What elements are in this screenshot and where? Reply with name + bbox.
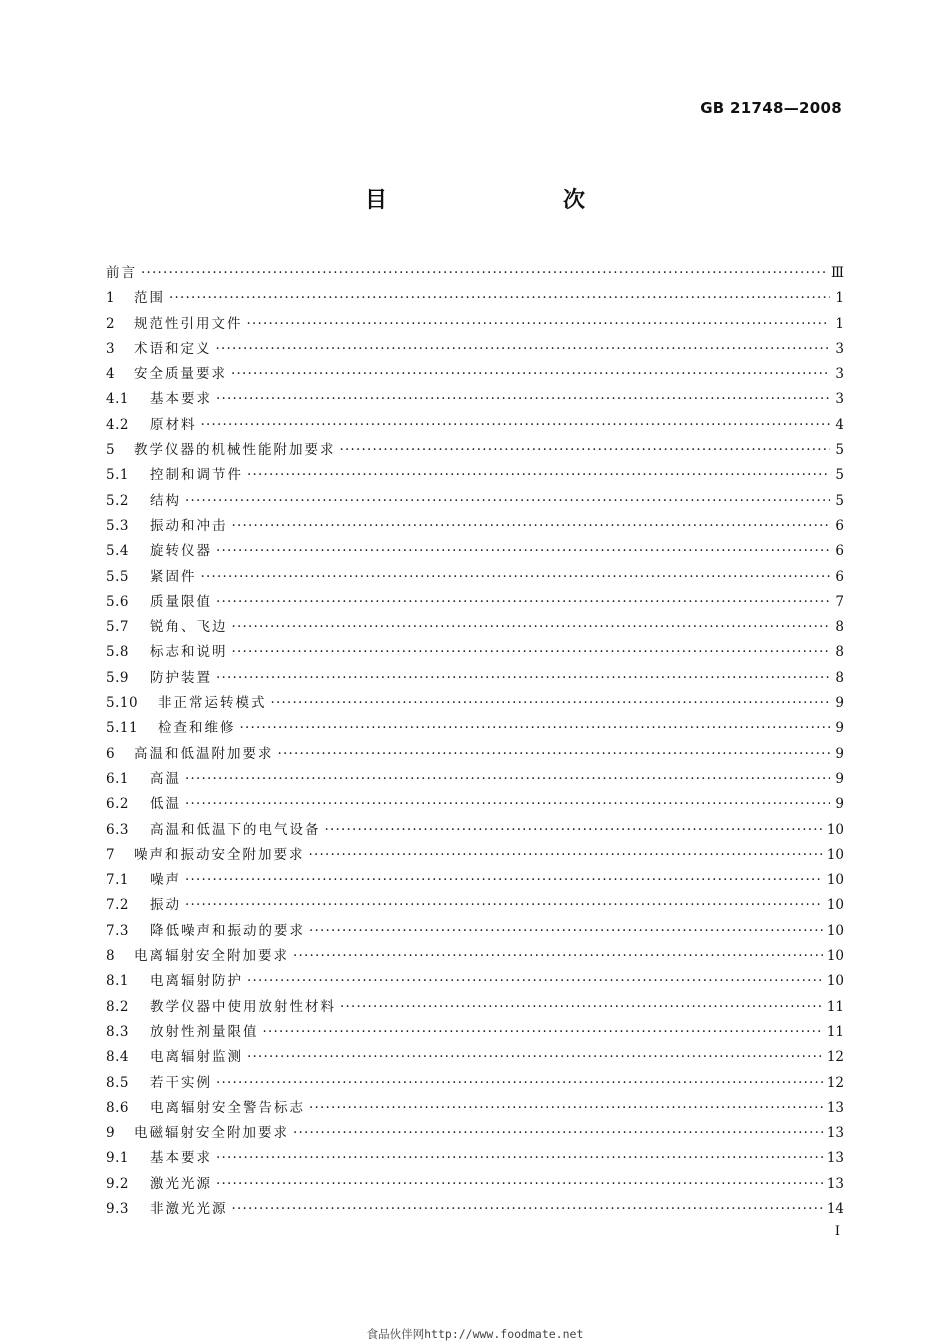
toc-entry[interactable] (106, 868, 844, 893)
toc-dot-leader (185, 767, 830, 792)
toc-entry-label: 术语和定义 (134, 340, 212, 357)
toc-entry-label: 电离辐射安全警告标志 (150, 1099, 305, 1116)
toc-entry-label: 电离辐射安全附加要求 (134, 948, 289, 965)
toc-dot-leader (247, 463, 830, 488)
toc-entry[interactable] (106, 716, 844, 741)
toc-dot-leader (232, 615, 831, 640)
toc-dot-leader (216, 1071, 823, 1096)
toc-entry-label: 振动和冲击 (150, 517, 228, 534)
toc-entry[interactable] (106, 1045, 844, 1070)
toc-entry-number: 8.4 (106, 1049, 129, 1066)
toc-entry-page: 3 (835, 391, 844, 408)
toc-entry-number: 2 (106, 315, 116, 332)
toc-entry-number: 6 (106, 745, 116, 762)
toc-entry[interactable] (106, 463, 844, 488)
toc-entry[interactable] (106, 843, 844, 868)
toc-entry[interactable] (106, 387, 844, 412)
toc-entry-label: 非激光光源 (150, 1200, 228, 1217)
toc-entry-number: 4.1 (106, 391, 129, 408)
toc-entry-label: 基本要求 (150, 391, 212, 408)
toc-entry-page: Ⅲ (830, 265, 844, 281)
toc-entry-page: 4 (835, 416, 844, 433)
toc-entry-page: 10 (826, 846, 844, 863)
toc-entry-label: 高温和低温附加要求 (134, 745, 274, 762)
toc-entry-page: 10 (826, 922, 844, 939)
toc-dot-leader (216, 539, 830, 564)
toc-entry-label: 教学仪器的机械性能附加要求 (134, 442, 336, 459)
toc-dot-leader (201, 413, 831, 438)
toc-entry-label: 噪声 (150, 872, 181, 889)
toc-entry[interactable] (106, 1121, 844, 1146)
toc-entry-label: 振动 (150, 897, 181, 914)
toc-entry-page: 13 (826, 1125, 844, 1142)
toc-entry[interactable] (106, 1071, 844, 1096)
toc-dot-leader (240, 716, 831, 741)
toc-entry-page: 5 (835, 492, 844, 509)
toc-dot-leader (216, 590, 830, 615)
toc-entry-number: 9 (106, 1125, 116, 1142)
toc-entry-label: 电磁辐射安全附加要求 (134, 1125, 289, 1142)
toc-dot-leader (278, 742, 831, 767)
toc-entry-number: 5.11 (106, 720, 139, 737)
toc-entry-number: 7.1 (106, 872, 129, 889)
toc-entry[interactable] (106, 590, 844, 615)
toc-entry[interactable] (106, 615, 844, 640)
toc-entry-page: 10 (826, 872, 844, 889)
toc-entry-number: 9.2 (106, 1175, 129, 1192)
toc-entry-page: 9 (835, 695, 844, 712)
toc-entry-label: 高温 (150, 770, 181, 787)
toc-entry-page: 10 (826, 897, 844, 914)
toc-entry-number: 8 (106, 948, 116, 965)
toc-entry-label: 检查和维修 (158, 720, 236, 737)
toc-entry-number: 3 (106, 340, 116, 357)
toc-entry-page: 6 (835, 568, 844, 585)
toc-entry[interactable] (106, 944, 844, 969)
toc-entry[interactable] (106, 969, 844, 994)
toc-dot-leader (232, 1197, 823, 1222)
toc-dot-leader (185, 489, 830, 514)
toc-entry-page: 11 (826, 1023, 844, 1040)
toc-dot-leader (185, 868, 823, 893)
toc-entry-page: 1 (835, 290, 844, 307)
toc-dot-leader (169, 286, 830, 311)
page-number: I (834, 1224, 840, 1239)
table-of-contents (106, 261, 844, 1222)
toc-dot-leader (216, 1146, 823, 1171)
toc-dot-leader (216, 666, 830, 691)
toc-entry-number: 4 (106, 366, 116, 383)
toc-entry-number: 5.3 (106, 517, 129, 534)
toc-entry-page: 8 (835, 669, 844, 686)
toc-entry[interactable] (106, 312, 844, 337)
toc-entry[interactable] (106, 438, 844, 463)
toc-dot-leader (216, 337, 831, 362)
toc-entry-number: 5.9 (106, 669, 129, 686)
toc-entry[interactable] (106, 1172, 844, 1197)
toc-dot-leader (309, 919, 823, 944)
toc-entry[interactable] (106, 1146, 844, 1171)
toc-dot-leader (263, 1020, 823, 1045)
standard-code: GB 21748—2008 (700, 99, 842, 117)
toc-dot-leader (340, 995, 823, 1020)
toc-entry[interactable] (106, 919, 844, 944)
toc-entry-page: 10 (826, 973, 844, 990)
toc-entry-label: 控制和调节件 (150, 467, 243, 484)
toc-entry-number: 8.3 (106, 1023, 129, 1040)
toc-entry[interactable] (106, 489, 844, 514)
toc-entry-label: 紧固件 (150, 568, 197, 585)
toc-entry-page: 9 (835, 796, 844, 813)
toc-entry-number: 7 (106, 846, 116, 863)
toc-entry-number: 5.2 (106, 492, 129, 509)
toc-dot-leader (247, 969, 823, 994)
toc-entry-number: 6.2 (106, 796, 129, 813)
toc-dot-leader (141, 261, 827, 286)
toc-entry-page: 7 (835, 593, 844, 610)
toc-entry[interactable] (106, 261, 844, 286)
toc-entry-label: 旋转仪器 (150, 543, 212, 560)
toc-entry-label: 降低噪声和振动的要求 (150, 922, 305, 939)
toc-entry[interactable] (106, 565, 844, 590)
toc-dot-leader (309, 843, 823, 868)
toc-entry-page: 8 (835, 644, 844, 661)
toc-entry-number: 8.5 (106, 1074, 129, 1091)
toc-entry-page: 11 (826, 998, 844, 1015)
toc-dot-leader (271, 691, 831, 716)
toc-entry-label: 安全质量要求 (134, 366, 227, 383)
toc-entry-label: 标志和说明 (150, 644, 228, 661)
toc-entry-number: 5.6 (106, 593, 129, 610)
toc-entry[interactable] (106, 995, 844, 1020)
toc-entry-label: 质量限值 (150, 593, 212, 610)
toc-entry-page: 10 (826, 821, 844, 838)
toc-entry-page: 10 (826, 948, 844, 965)
toc-entry-label: 结构 (150, 492, 181, 509)
toc-entry-number: 5.1 (106, 467, 129, 484)
toc-dot-leader (231, 362, 830, 387)
toc-entry[interactable] (106, 514, 844, 539)
toc-entry-label: 非正常运转模式 (158, 695, 267, 712)
toc-dot-leader (232, 640, 831, 665)
toc-entry[interactable] (106, 539, 844, 564)
toc-entry-page: 3 (835, 340, 844, 357)
toc-entry[interactable] (106, 337, 844, 362)
toc-entry-page: 9 (835, 720, 844, 737)
toc-entry-page: 13 (826, 1099, 844, 1116)
toc-entry-label: 激光光源 (150, 1175, 212, 1192)
toc-entry[interactable] (106, 792, 844, 817)
toc-entry-page: 9 (835, 770, 844, 787)
toc-entry-page: 3 (835, 366, 844, 383)
toc-entry-label: 前言 (106, 265, 137, 281)
toc-dot-leader (325, 818, 823, 843)
toc-entry-page: 13 (826, 1150, 844, 1167)
toc-entry-number: 9.1 (106, 1150, 129, 1167)
toc-entry[interactable] (106, 362, 844, 387)
toc-entry-number: 6.1 (106, 770, 129, 787)
toc-entry-number: 5.7 (106, 619, 129, 636)
toc-entry-label: 原材料 (150, 416, 197, 433)
toc-entry-label: 规范性引用文件 (134, 315, 243, 332)
toc-entry-label: 低温 (150, 796, 181, 813)
toc-entry[interactable] (106, 1096, 844, 1121)
toc-entry-number: 1 (106, 290, 116, 307)
toc-entry-number: 4.2 (106, 416, 129, 433)
toc-entry-label: 若干实例 (150, 1074, 212, 1091)
toc-entry-label: 噪声和振动安全附加要求 (134, 846, 305, 863)
toc-entry-page: 9 (835, 745, 844, 762)
toc-dot-leader (293, 944, 823, 969)
toc-dot-leader (340, 438, 831, 463)
page-title: 目 次 (364, 188, 629, 213)
toc-entry-page: 5 (835, 467, 844, 484)
toc-dot-leader (216, 387, 830, 412)
toc-entry-number: 6.3 (106, 821, 129, 838)
toc-entry-page: 5 (835, 442, 844, 459)
toc-entry-number: 8.1 (106, 973, 129, 990)
toc-entry-label: 高温和低温下的电气设备 (150, 821, 321, 838)
toc-entry[interactable] (106, 413, 844, 438)
toc-entry-number: 7.3 (106, 922, 129, 939)
toc-dot-leader (232, 514, 831, 539)
toc-entry-number: 5.4 (106, 543, 129, 560)
toc-entry[interactable] (106, 742, 844, 767)
toc-entry-label: 电离辐射防护 (150, 973, 243, 990)
toc-dot-leader (201, 565, 831, 590)
toc-entry[interactable] (106, 286, 844, 311)
toc-entry-number: 9.3 (106, 1200, 129, 1217)
toc-entry-number: 7.2 (106, 897, 129, 914)
toc-entry-page: 8 (835, 619, 844, 636)
toc-dot-leader (216, 1172, 823, 1197)
toc-entry-page: 12 (826, 1074, 844, 1091)
toc-dot-leader (185, 792, 830, 817)
toc-entry-page: 13 (826, 1175, 844, 1192)
toc-entry-number: 8.6 (106, 1099, 129, 1116)
toc-dot-leader (309, 1096, 823, 1121)
toc-entry-number: 5.8 (106, 644, 129, 661)
toc-entry-label: 防护装置 (150, 669, 212, 686)
footer-watermark: 食品伙伴网http://www.foodmate.net (366, 1327, 584, 1341)
toc-entry-page: 12 (826, 1049, 844, 1066)
toc-entry[interactable] (106, 767, 844, 792)
toc-entry[interactable] (106, 818, 844, 843)
toc-entry-number: 5 (106, 442, 116, 459)
toc-entry-page: 6 (835, 543, 844, 560)
toc-entry-number: 8.2 (106, 998, 129, 1015)
toc-entry-label: 电离辐射监测 (150, 1049, 243, 1066)
toc-entry-number: 5.10 (106, 695, 139, 712)
toc-entry-page: 1 (835, 315, 844, 332)
toc-entry[interactable] (106, 1020, 844, 1045)
toc-entry-page: 14 (826, 1200, 844, 1217)
toc-entry[interactable] (106, 640, 844, 665)
toc-entry-label: 锐角、飞边 (150, 619, 228, 636)
toc-entry-label: 放射性剂量限值 (150, 1023, 259, 1040)
toc-entry-label: 范围 (134, 290, 165, 307)
toc-entry[interactable] (106, 691, 844, 716)
toc-dot-leader (247, 1045, 823, 1070)
toc-entry[interactable] (106, 666, 844, 691)
toc-entry-label: 教学仪器中使用放射性材料 (150, 998, 336, 1015)
toc-dot-leader (247, 312, 831, 337)
toc-entry[interactable] (106, 1197, 844, 1222)
toc-entry-label: 基本要求 (150, 1150, 212, 1167)
toc-entry-number: 5.5 (106, 568, 129, 585)
toc-dot-leader (293, 1121, 823, 1146)
toc-entry-page: 6 (835, 517, 844, 534)
toc-entry[interactable] (106, 893, 844, 918)
toc-dot-leader (185, 893, 823, 918)
